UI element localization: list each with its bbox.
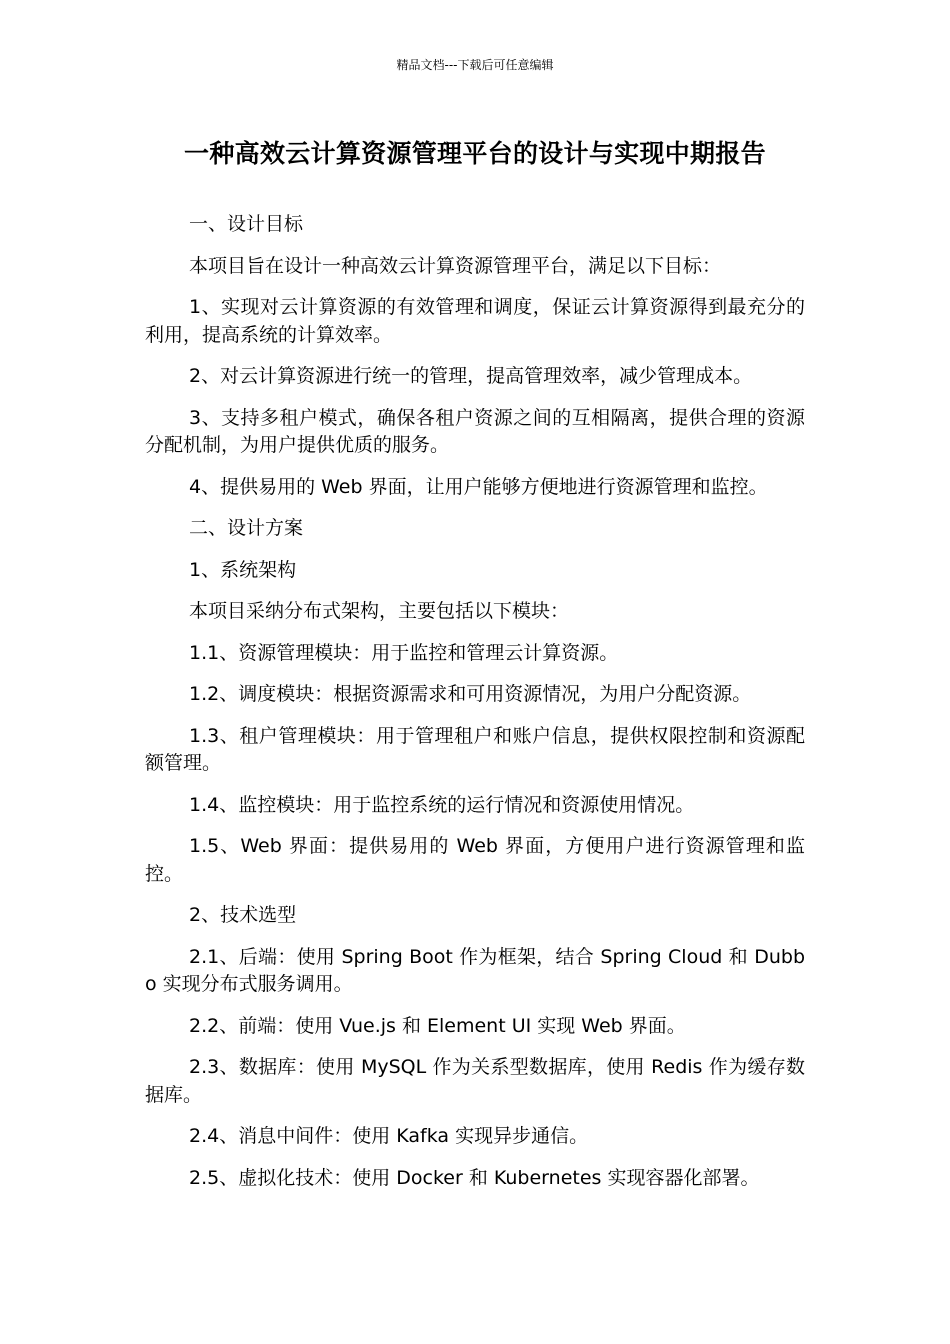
tech-item: 2.4、消息中间件：使用 Kafka 实现异步通信。 xyxy=(189,1125,589,1147)
goal-item: 1、实现对云计算资源的有效管理和调度，保证云计算资源得到最充分的利用，提高系统的计算效率。 xyxy=(145,296,805,346)
subsection-heading-architecture: 1、系统架构 xyxy=(189,558,297,581)
goal-item: 4、提供易用的 Web 界面，让用户能够方便地进行资源管理和监控。 xyxy=(189,475,768,498)
module-item: 1.1、资源管理模块：用于监控和管理云计算资源。 xyxy=(189,641,619,664)
tech-item: 2.2、前端：使用 Vue.js 和 Element UI 实现 Web 界面。 xyxy=(189,1014,686,1037)
page-header: 精品文档---下载后可任意编辑 xyxy=(396,58,554,72)
section-heading-design-plan: 二、设计方案 xyxy=(189,517,304,539)
paragraph: 本项目旨在设计一种高效云计算资源管理平台，满足以下目标： xyxy=(189,254,722,277)
document-title: 一种高效云计算资源管理平台的设计与实现中期报告 xyxy=(184,139,766,168)
tech-item: 2.5、虚拟化技术：使用 Docker 和 Kubernetes 实现容器化部署。 xyxy=(189,1166,760,1189)
section-heading-design-goals: 一、设计目标 xyxy=(189,213,304,235)
goal-item: 2、对云计算资源进行统一的管理，提高管理效率，减少管理成本。 xyxy=(189,365,753,387)
tech-item: 2.1、后端：使用 Spring Boot 作为框架，结合 Spring Cloud 和 Dubbo 实现分布式服务调用。 xyxy=(145,945,805,995)
module-item: 1.3、租户管理模块：用于管理租户和账户信息，提供权限控制和资源配额管理。 xyxy=(145,724,805,774)
paragraph: 本项目采纳分布式架构，主要包括以下模块： xyxy=(189,600,570,622)
module-item: 1.4、监控模块：用于监控系统的运行情况和资源使用情况。 xyxy=(189,793,695,816)
module-item: 1.2、调度模块：根据资源需求和可用资源情况，为用户分配资源。 xyxy=(189,683,752,705)
goal-item: 3、支持多租户模式，确保各租户资源之间的互相隔离，提供合理的资源分配机制，为用户提供优质的服务。 xyxy=(145,406,805,456)
module-item: 1.5、Web 界面：提供易用的 Web 界面，方便用户进行资源管理和监控。 xyxy=(145,835,805,885)
document-body xyxy=(145,211,805,1206)
subsection-heading-tech-stack: 2、技术选型 xyxy=(189,904,297,926)
tech-item: 2.3、数据库：使用 MySQL 作为关系型数据库，使用 Redis 作为缓存数据库。 xyxy=(145,1056,805,1106)
